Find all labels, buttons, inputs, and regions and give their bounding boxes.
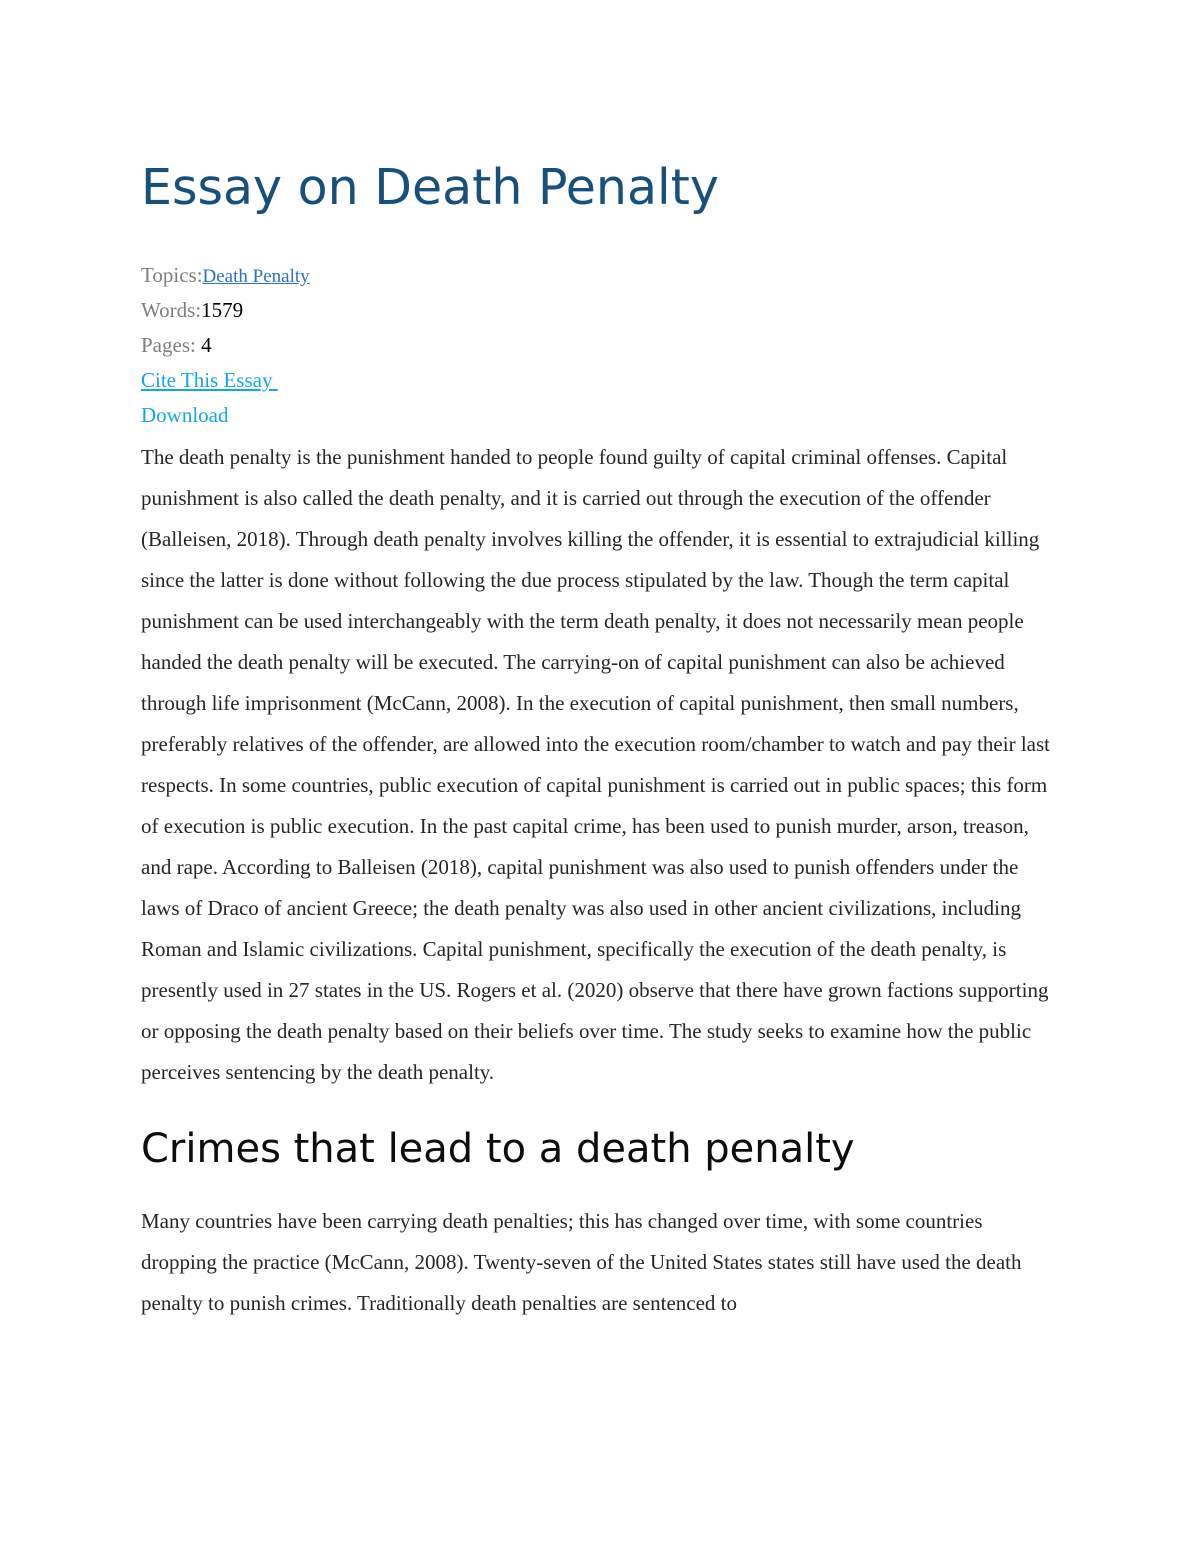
body-paragraph-1: The death penalty is the punishment handed to people found guilty of capital criminal offenses. Capital punishment is also called the death penalty, and it is carried out through the execution of the offender (Balleisen, 2018). Through death penalty involves killing the offender, it is essential to extrajudicial killing since the latter is done without following the due process stipulated by the law. Though the term capital punishment can be used interchangeably with the term death penalty, it does not necessarily mean people handed the death penalty will be executed. The carrying-on of capital punishment can also be achieved through life imprisonment (McCann, 2008). In the execution of capital punishment, then small numbers, preferably relatives of the offender, are allowed into the execution room/chamber to watch and pay their last respects. In some countries, public execution of capital punishment is carried out in public spaces; this form of execution is public execution. In the past capital crime, has been used to punish murder, arson, treason, and rape. According to Balleisen (2018), capital punishment was also used to punish offenders under the laws of Draco of ancient Greece; the death penalty was also used in other ancient civilizations, including Roman and Islamic civilizations. Capital punishment, specifically the execution of the death penalty, is presently used in 27 states in the US. Rogers et al. (2020) observe that there have grown factions supporting or opposing the death penalty based on their beliefs over time. The study seeks to examine how the public perceives sentencing by the death penalty. <box>141 445 1050 1084</box>
download-row <box>141 398 1061 433</box>
topic-link-death-penalty[interactable]: Death Penalty <box>202 266 310 287</box>
pages-row <box>141 328 1061 363</box>
topics-label: Topics: <box>141 263 203 287</box>
words-row <box>141 293 1061 328</box>
essay-page <box>141 158 1061 1324</box>
download-link[interactable]: Download <box>141 403 229 427</box>
section-heading: Crimes that lead to a death penalty <box>141 1126 855 1172</box>
pages-count: 4 <box>201 333 212 357</box>
body-paragraph-2: Many countries have been carrying death penalties; this has changed over time, with some countries dropping the practice (McCann, 2008). Twenty-seven of the United States states still have used the death penalty to punish crimes. Traditionally death penalties are sentenced to <box>141 1209 1022 1315</box>
cite-row <box>141 363 1061 398</box>
topics-row <box>141 258 1061 293</box>
essay-meta <box>141 258 1061 433</box>
words-label: Words: <box>141 298 202 322</box>
words-count: 1579 <box>201 298 244 322</box>
pages-label: Pages: <box>141 333 196 357</box>
cite-essay-link[interactable]: Cite This Essay <box>141 368 273 392</box>
essay-title: Essay on Death Penalty <box>141 159 719 216</box>
